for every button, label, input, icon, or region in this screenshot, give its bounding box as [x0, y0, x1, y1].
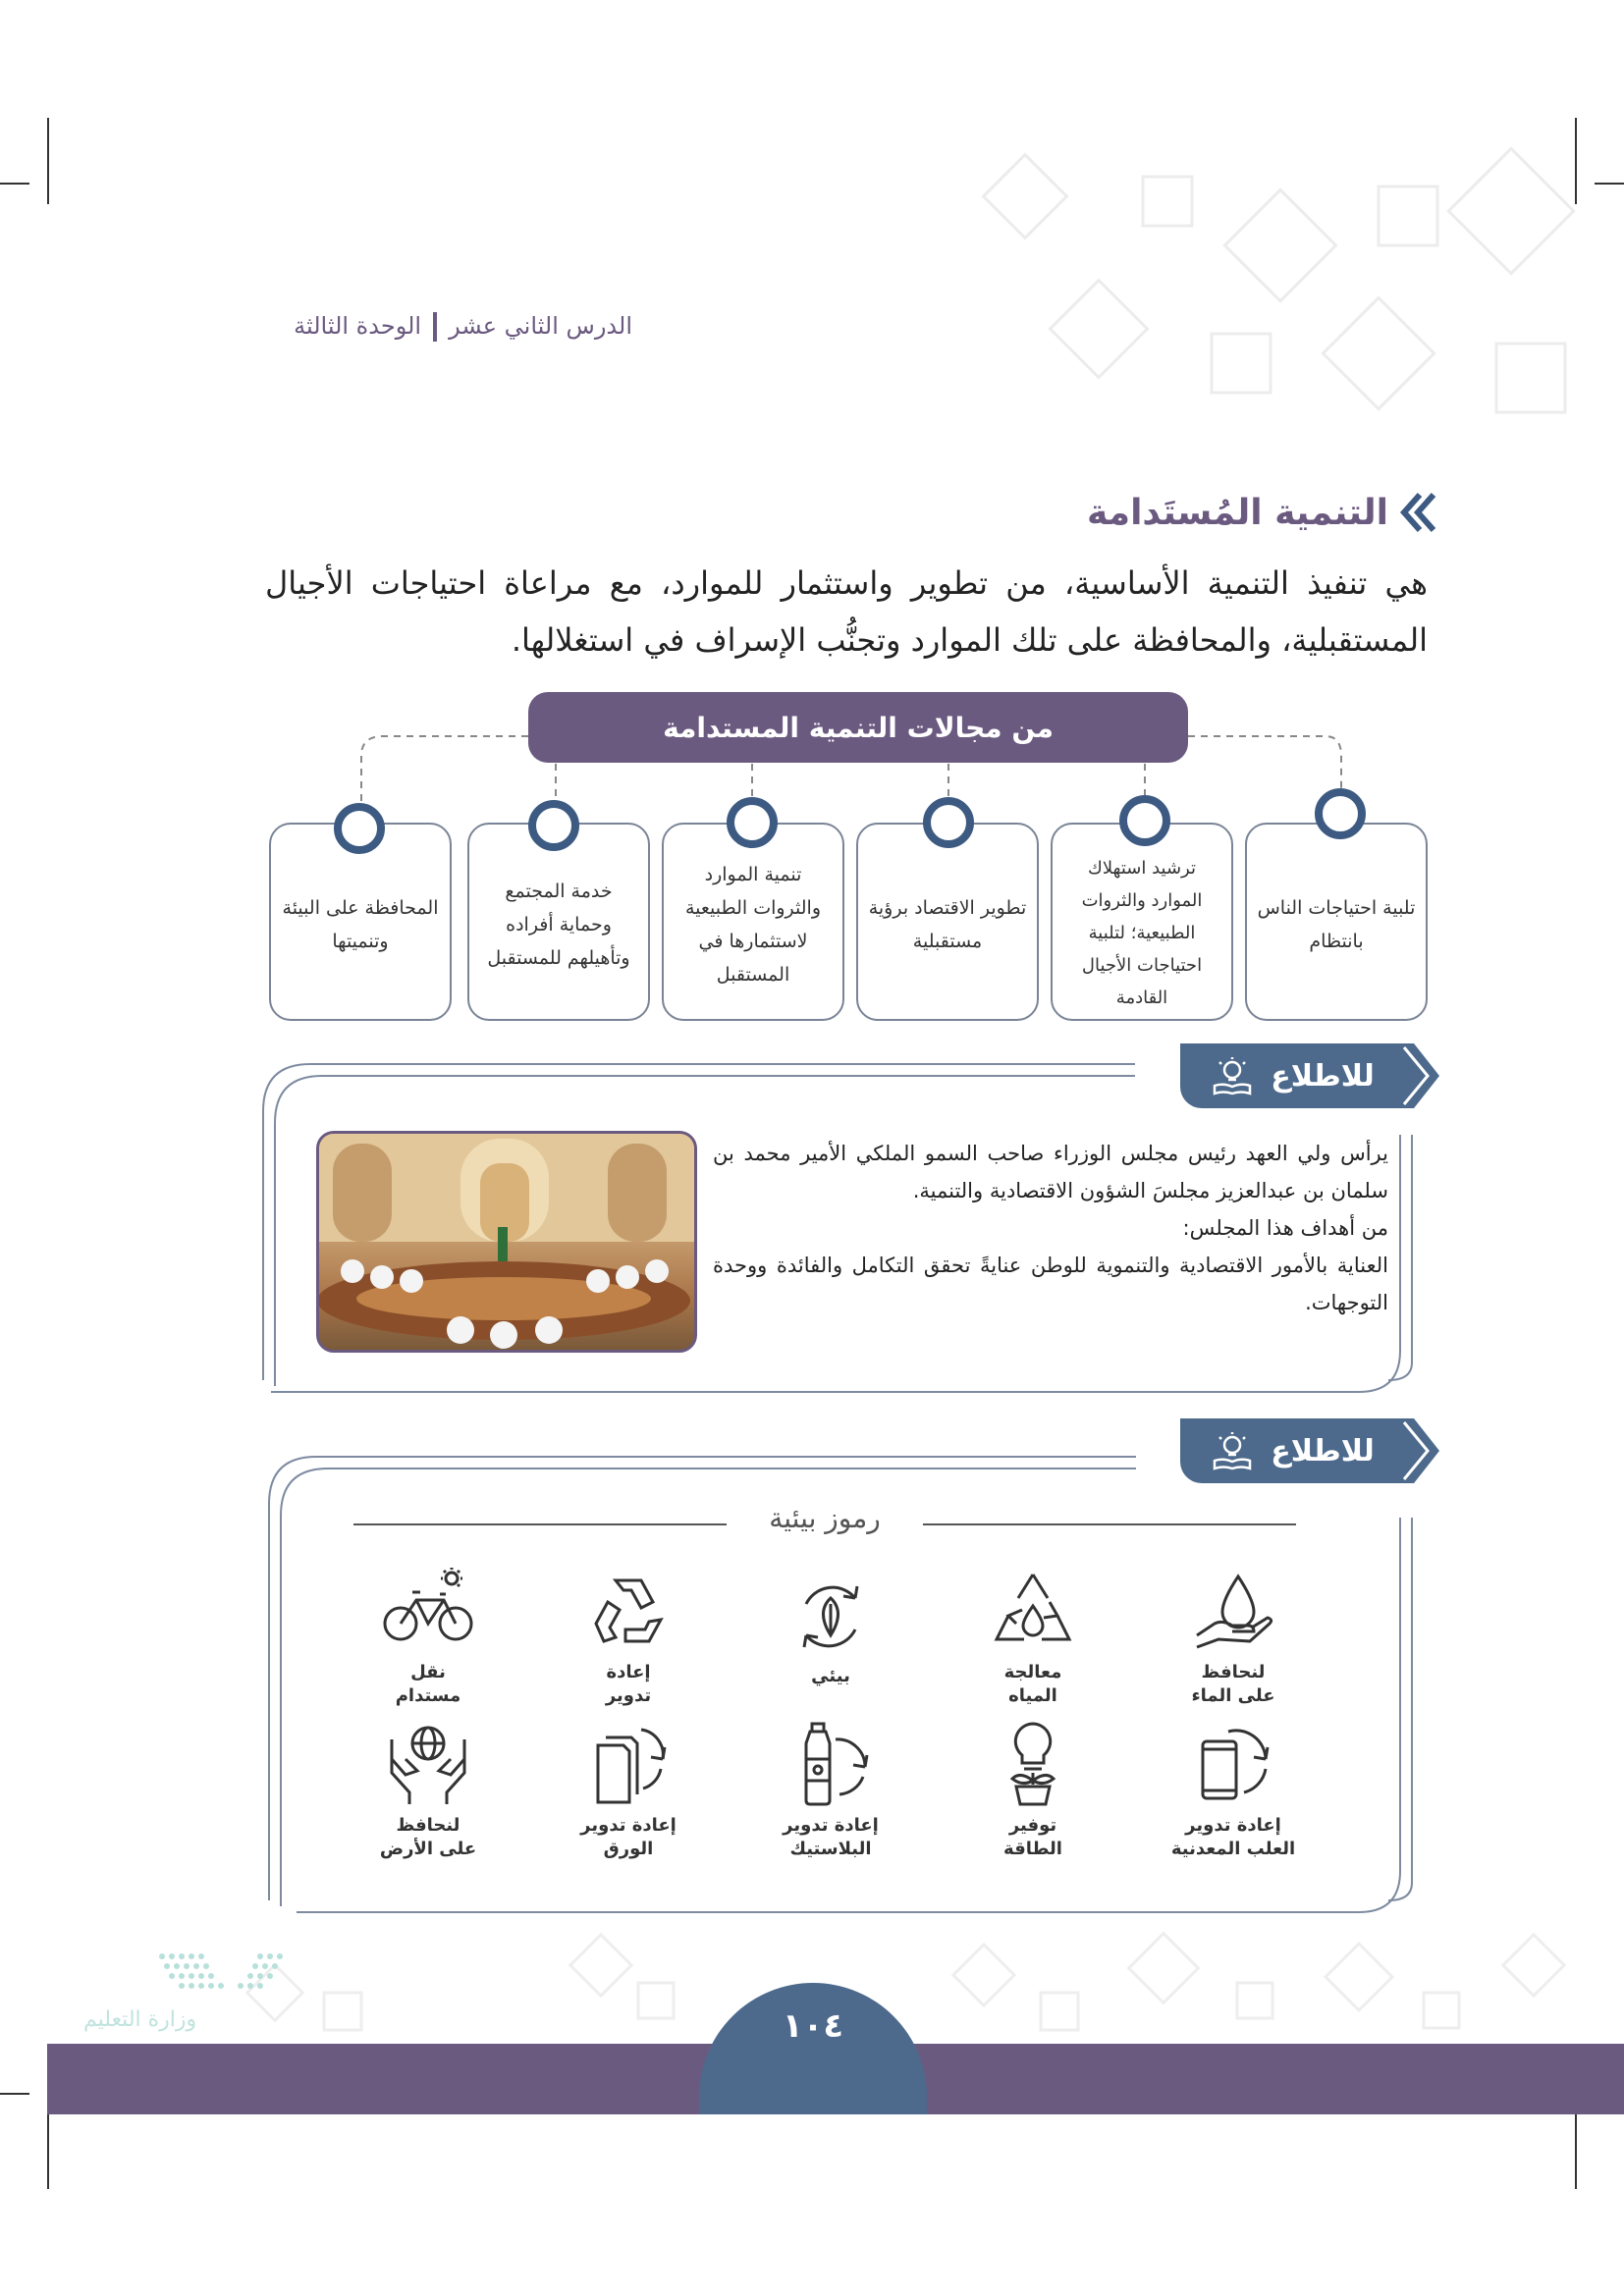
- globe-hands-icon: [384, 1720, 472, 1808]
- domain-box: [1051, 823, 1233, 1021]
- ministry-name: وزارة التعليم: [83, 2007, 197, 2032]
- symbols-title: رموز بيئية: [353, 1502, 1296, 1534]
- symbol-label: لنحافظ على الأرض: [379, 1815, 477, 1859]
- node-circle: [528, 800, 579, 851]
- council-goal: العناية بالأمور الاقتصادية والتنموية للوطن عنايةً تحقق التكامل والفائدة ووحدة التوجهات.: [713, 1254, 1388, 1314]
- definition-text: هي تنفيذ التنمية الأساسية، من تطوير واستثمار للموارد، مع مراعاة احتياجات الأجيال المستقبلية، والمحافظة على تلك الموارد وتجنُّب الإسراف في استغلالها.: [265, 564, 1428, 659]
- bicycle-sun-icon: [381, 1567, 475, 1655]
- symbol-item: [550, 1720, 707, 1861]
- domain-label: تلبية احتياجات الناس بانتظام: [1257, 897, 1416, 952]
- info-label: للاطلاع: [1271, 1433, 1375, 1468]
- bulb-plant-icon: [989, 1720, 1077, 1808]
- domain-label: خدمة المجتمع وحماية أفراده وتأهيلهم للمستقبل: [487, 881, 630, 969]
- lightbulb-book-icon: [1212, 1056, 1253, 1095]
- domain-label: المحافظة على البيئة وتنميتها: [282, 897, 439, 952]
- info-paragraph: يرأس ولي العهد رئيس مجلس الوزراء صاحب السمو الملكي الأمير محمد بن سلمان بن عبدالعزيز مجلسَ الشؤون الاقتصادية والتنمية.: [713, 1142, 1388, 1202]
- decorative-squares: [917, 147, 1624, 461]
- node-circle: [923, 797, 974, 848]
- council-meeting-photo: [316, 1131, 697, 1353]
- symbol-label: إعادة تدوير: [605, 1662, 652, 1706]
- tab-chevron-cap: [1400, 1418, 1439, 1483]
- symbols-heading: [353, 1502, 1296, 1541]
- domain-label: ترشيد استهلاك الموارد والثروات الطبيعية؛ لتلبية احتياجات الأجيال القادمة: [1081, 857, 1203, 1008]
- section-title: التنمية المُستَدامة: [1086, 492, 1388, 533]
- symbol-item: [350, 1567, 507, 1708]
- symbol-item: [954, 1567, 1111, 1708]
- domain-box: [856, 823, 1039, 1021]
- page-header: [240, 312, 632, 342]
- water-recycle-icon: [989, 1567, 1077, 1655]
- lesson-title: الدرس الثاني عشر: [449, 312, 632, 340]
- symbol-item: [954, 1720, 1111, 1861]
- header-separator: [433, 312, 437, 342]
- symbol-label: نقل مستدام: [395, 1662, 461, 1706]
- recycle-icon: [584, 1567, 673, 1655]
- domain-box: [467, 823, 650, 1021]
- symbol-label: بيئي: [811, 1666, 850, 1686]
- section-title-row: [1087, 491, 1437, 534]
- symbol-label: إعادة تدوير الورق: [580, 1815, 677, 1859]
- node-circle: [1119, 795, 1170, 846]
- symbol-label: معالجة المياه: [1003, 1662, 1062, 1706]
- symbol-item: [1155, 1720, 1312, 1861]
- node-circle: [334, 803, 385, 854]
- symbol-item: [752, 1720, 909, 1861]
- symbol-label: لنحافظ على الماء: [1191, 1662, 1275, 1706]
- lightbulb-book-icon: [1212, 1431, 1253, 1470]
- symbol-item: [1155, 1567, 1312, 1708]
- footer-decorative-squares: [196, 1924, 1624, 2042]
- unit-title: الوحدة الثالثة: [294, 312, 422, 340]
- symbol-label: توفير الطاقة: [1003, 1815, 1062, 1859]
- domain-box: [662, 823, 844, 1021]
- domain-box: [1245, 823, 1428, 1021]
- tab-chevron-cap: [1400, 1043, 1439, 1108]
- can-recycle-icon: [1189, 1720, 1277, 1808]
- node-circle: [727, 797, 778, 848]
- meeting-room-illustration: [316, 1134, 694, 1353]
- page-number: ١٠٤: [782, 2006, 844, 2046]
- info-tab: [1180, 1418, 1406, 1483]
- info-box-1-text: [713, 1135, 1388, 1321]
- crop-mark: [0, 2093, 29, 2095]
- domain-label: تنمية الموارد والثروات الطبيعية لاستثمارها في المستقبل: [684, 864, 822, 986]
- symbol-label: إعادة تدوير البلاستيك: [783, 1815, 879, 1859]
- double-chevron-icon: [1398, 491, 1437, 534]
- eco-leaf-cycle-icon: [788, 1575, 873, 1659]
- water-drop-hand-icon: [1189, 1567, 1277, 1655]
- goals-intro: من أهداف هذا المجلس:: [1182, 1216, 1388, 1240]
- paper-recycle-icon: [584, 1720, 673, 1808]
- crop-mark: [47, 118, 49, 204]
- info-label: للاطلاع: [1271, 1058, 1375, 1094]
- symbol-item: [350, 1720, 507, 1861]
- domains-banner: من مجالات التنمية المستدامة: [528, 692, 1188, 763]
- symbol-item: [752, 1575, 909, 1688]
- crop-mark: [0, 183, 29, 185]
- plastic-bottle-recycle-icon: [786, 1720, 875, 1808]
- node-circle: [1315, 788, 1366, 839]
- domain-label: تطوير الاقتصاد برؤية مستقبلية: [868, 897, 1027, 952]
- info-tab: [1180, 1043, 1406, 1108]
- symbol-label: إعادة تدوير العلب المعدنية: [1170, 1815, 1296, 1859]
- symbol-item: [550, 1567, 707, 1708]
